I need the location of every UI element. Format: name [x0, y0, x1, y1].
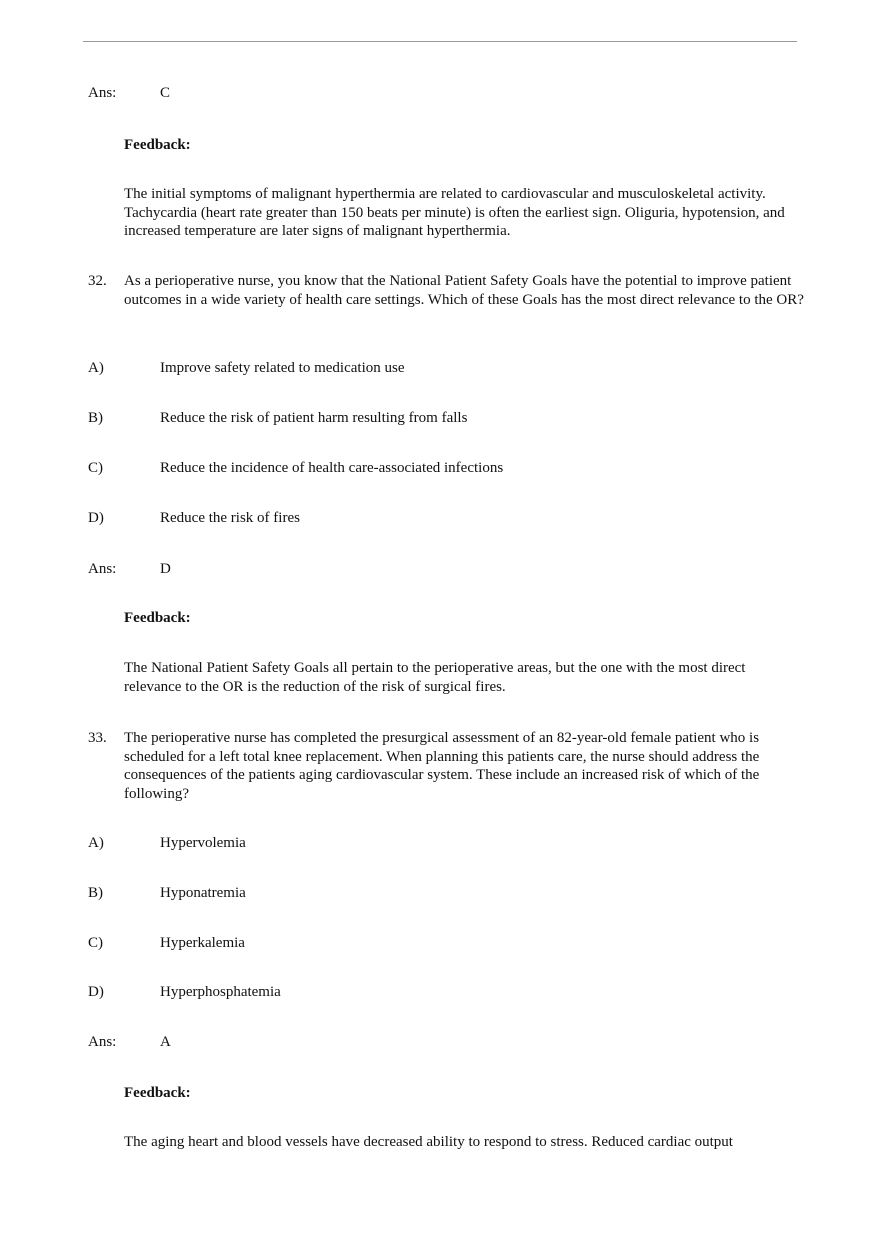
- question-number: 32.: [88, 273, 107, 289]
- option-letter: D): [88, 984, 104, 1000]
- answer-value: D: [160, 561, 171, 577]
- option-letter: A): [88, 835, 104, 851]
- option-text: Improve safety related to medication use: [160, 360, 405, 376]
- question-number: 33.: [88, 730, 107, 746]
- option-text: Hypervolemia: [160, 835, 246, 851]
- answer-label: Ans:: [88, 1034, 117, 1050]
- option-letter: D): [88, 510, 104, 526]
- header-divider: [83, 41, 797, 42]
- feedback-heading: Feedback:: [124, 137, 191, 153]
- feedback-heading: Feedback:: [124, 610, 191, 626]
- feedback-text: The initial symptoms of malignant hyperthermia are related to cardiovascular and musculoskeletal activity. Tachycardia (heart rate greater than 150 beats per minute) is often the earliest sign. Oliguria, hypotension, and increased temperature are later signs of malignant hyperthermia.: [124, 186, 785, 239]
- option-letter: B): [88, 410, 103, 426]
- option-text: Reduce the incidence of health care-associated infections: [160, 460, 504, 476]
- option-text: Hyperkalemia: [160, 935, 245, 951]
- answer-label: Ans:: [88, 561, 117, 577]
- option-text: Reduce the risk of fires: [160, 510, 300, 526]
- question-text: As a perioperative nurse, you know that the National Patient Safety Goals have the potential to improve patient outcomes in a wide variety of health care settings. Which of these Goals has the most direct relevance to the OR?: [124, 273, 804, 308]
- feedback-text: The National Patient Safety Goals all pertain to the perioperative areas, but the one with the most direct relevance to the OR is the reduction of the risk of surgical fires.: [124, 660, 746, 695]
- option-letter: C): [88, 935, 103, 951]
- question-text: The perioperative nurse has completed the presurgical assessment of an 82-year-old female patient who is scheduled for a left total knee replacement. When planning this patients care, the nurse should address the consequences of the patients aging cardiovascular system. These include an increased risk of which of the following?: [124, 730, 760, 802]
- option-letter: C): [88, 460, 103, 476]
- answer-value: C: [160, 85, 171, 101]
- option-text: Hyperphosphatemia: [160, 984, 281, 1000]
- option-letter: B): [88, 885, 103, 901]
- answer-label: Ans:: [88, 85, 117, 101]
- option-letter: A): [88, 360, 104, 376]
- option-text: Reduce the risk of patient harm resulting from falls: [160, 410, 468, 426]
- feedback-heading: Feedback:: [124, 1085, 191, 1101]
- feedback-text: The aging heart and blood vessels have decreased ability to respond to stress. Reduced cardiac output: [124, 1134, 733, 1150]
- answer-value: A: [160, 1034, 171, 1050]
- option-text: Hyponatremia: [160, 885, 246, 901]
